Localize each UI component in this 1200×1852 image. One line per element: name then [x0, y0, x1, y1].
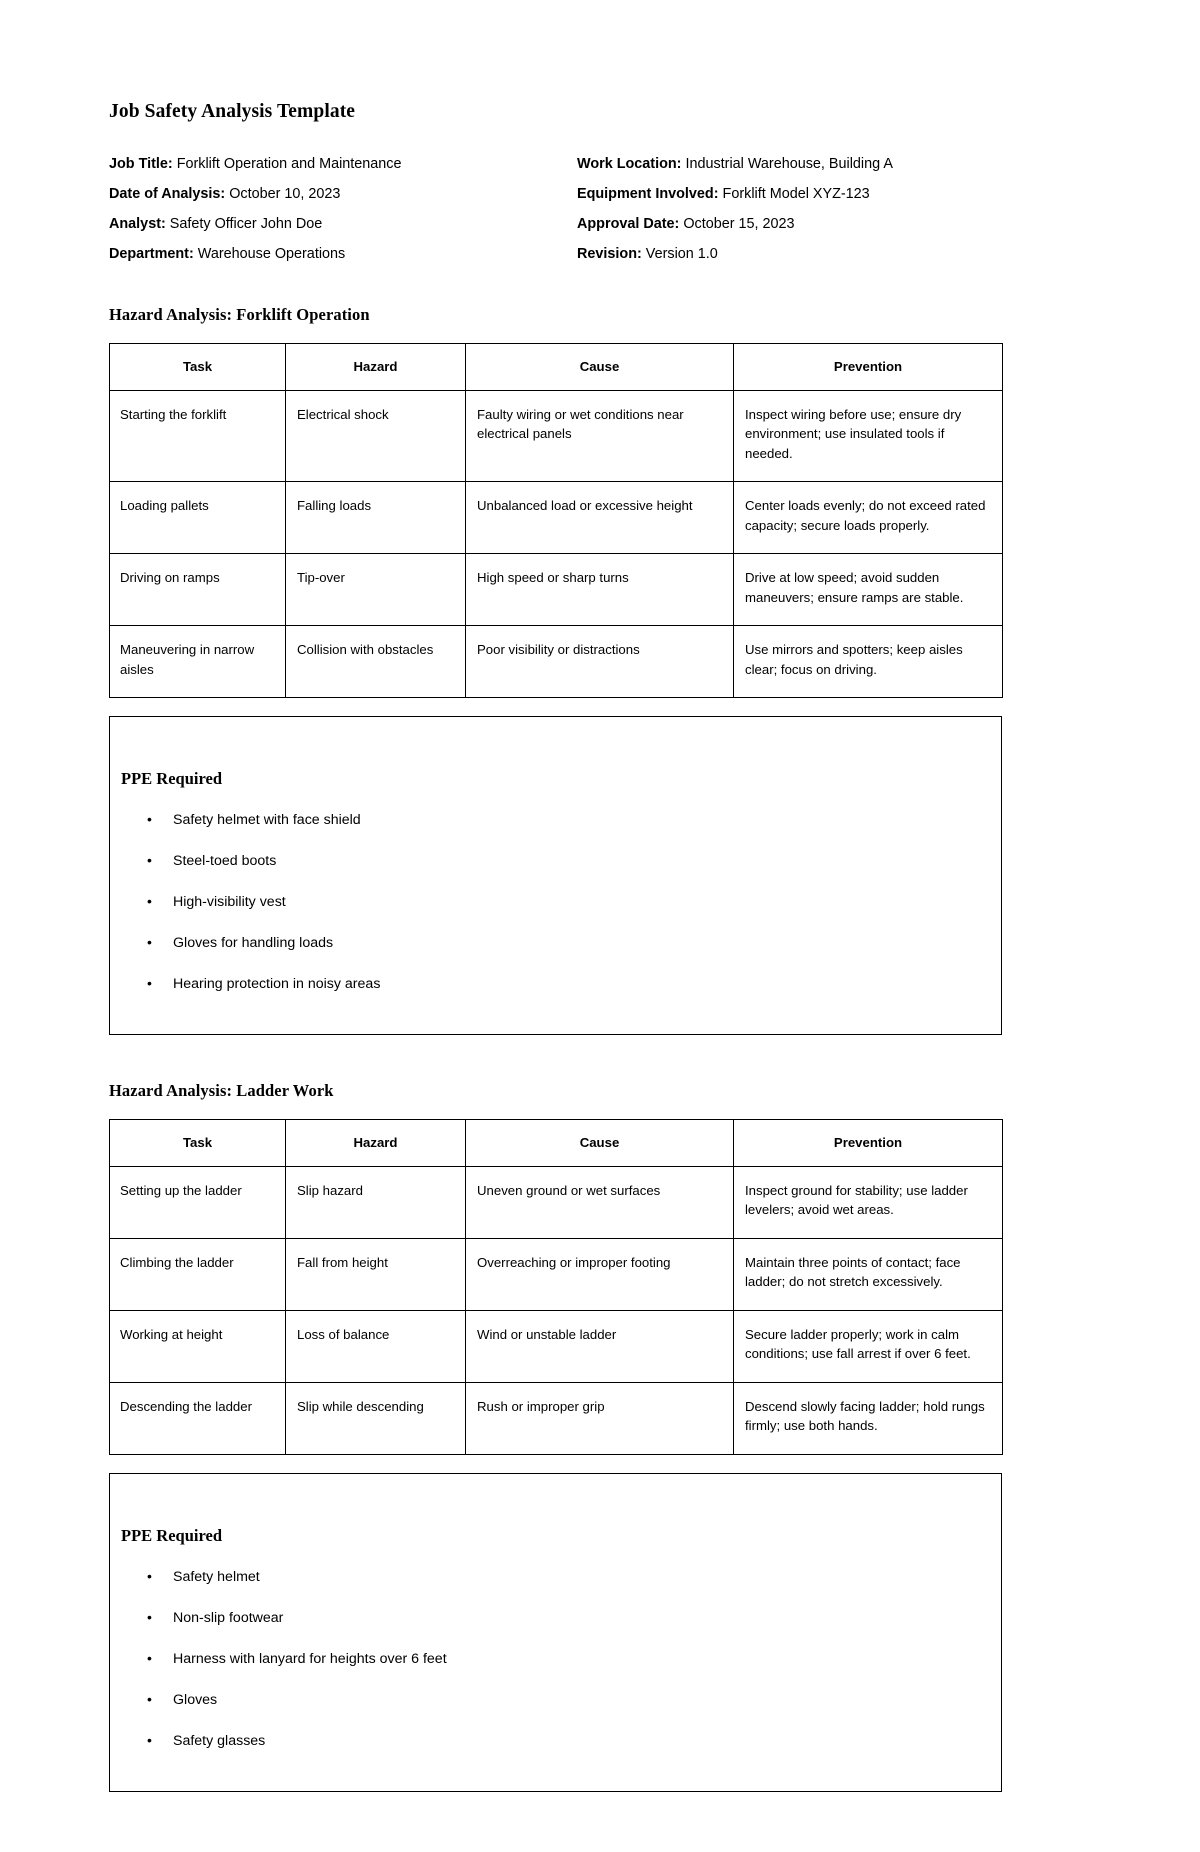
ppe-required-box-forklift [109, 716, 1002, 1035]
cell-prevention: Secure ladder properly; work in calm conditions; use fall arrest if over 6 feet. [734, 1310, 1003, 1382]
bullet-icon: • [147, 1567, 152, 1584]
table-row [110, 390, 1003, 482]
table-row [110, 1166, 1003, 1238]
ppe-required-list [121, 811, 977, 994]
list-item [147, 811, 977, 830]
bullet-icon: • [147, 1690, 152, 1707]
cell-task: Maneuvering in narrow aisles [110, 626, 286, 698]
cell-cause: Uneven ground or wet surfaces [466, 1166, 734, 1238]
cell-cause: Wind or unstable ladder [466, 1310, 734, 1382]
cell-cause: Poor visibility or distractions [466, 626, 734, 698]
column-header-prevention: Prevention [734, 1120, 1003, 1167]
column-header-cause: Cause [466, 1120, 734, 1167]
ppe-required-list [121, 1568, 977, 1751]
meta-label: Job Title: [109, 156, 173, 173]
cell-prevention: Inspect ground for stability; use ladder levelers; avoid wet areas. [734, 1166, 1003, 1238]
cell-prevention: Drive at low speed; avoid sudden maneuvers; ensure ramps are stable. [734, 554, 1003, 626]
meta-item-work-location [577, 149, 1092, 179]
hazard-analysis-table-forklift [109, 343, 1003, 698]
meta-item-approval-date [577, 209, 1092, 239]
column-header-prevention: Prevention [734, 344, 1003, 391]
list-item-label: Gloves [173, 1691, 218, 1708]
bullet-icon: • [147, 1608, 152, 1625]
bullet-icon: • [147, 893, 152, 910]
cell-prevention: Inspect wiring before use; ensure dry environment; use insulated tools if needed. [734, 390, 1003, 482]
list-item [147, 852, 977, 871]
ppe-required-title: PPE Required [121, 769, 222, 789]
meta-value: Industrial Warehouse, Building A [685, 156, 893, 173]
column-header-hazard: Hazard [286, 344, 466, 391]
cell-hazard: Slip while descending [286, 1382, 466, 1454]
bullet-icon: • [147, 934, 152, 951]
column-header-task: Task [110, 344, 286, 391]
cell-task: Working at height [110, 1310, 286, 1382]
table-header-row [110, 344, 1003, 391]
meta-item-revision [577, 239, 1092, 269]
meta-value: Forklift Model XYZ-123 [722, 186, 870, 203]
meta-value: October 10, 2023 [229, 186, 341, 203]
ppe-required-box-ladder [109, 1473, 1002, 1792]
meta-item-equipment-involved [577, 179, 1092, 209]
meta-item-department [109, 239, 577, 269]
cell-cause: Unbalanced load or excessive height [466, 482, 734, 554]
meta-label: Analyst: [109, 216, 166, 233]
page-title: Job Safety Analysis Template [109, 101, 356, 122]
table-row [110, 1382, 1003, 1454]
cell-task: Driving on ramps [110, 554, 286, 626]
list-item [147, 1609, 977, 1628]
cell-task: Climbing the ladder [110, 1238, 286, 1310]
table-row [110, 1310, 1003, 1382]
cell-task: Starting the forklift [110, 390, 286, 482]
cell-task: Setting up the ladder [110, 1166, 286, 1238]
meta-item-analyst [109, 209, 577, 239]
list-item-label: Hearing protection in noisy areas [173, 976, 381, 993]
section-heading-forklift-operation: Hazard Analysis: Forklift Operation [109, 305, 370, 325]
list-item [147, 1650, 977, 1669]
hazard-analysis-table-ladder [109, 1119, 1003, 1455]
bullet-icon: • [147, 975, 152, 992]
meta-label: Approval Date: [577, 216, 680, 233]
table-row [110, 554, 1003, 626]
meta-value: October 15, 2023 [683, 216, 795, 233]
cell-task: Descending the ladder [110, 1382, 286, 1454]
list-item [147, 1568, 977, 1587]
cell-cause: High speed or sharp turns [466, 554, 734, 626]
bullet-icon: • [147, 811, 152, 828]
meta-value: Warehouse Operations [197, 246, 346, 263]
list-item-label: Non-slip footwear [173, 1609, 284, 1626]
column-header-hazard: Hazard [286, 1120, 466, 1167]
cell-prevention: Descend slowly facing ladder; hold rungs firmly; use both hands. [734, 1382, 1003, 1454]
document-metadata [109, 149, 1092, 269]
meta-value: Forklift Operation and Maintenance [176, 156, 402, 173]
table-row [110, 626, 1003, 698]
meta-label: Revision: [577, 246, 642, 263]
cell-hazard: Collision with obstacles [286, 626, 466, 698]
meta-label: Work Location: [577, 156, 682, 173]
bullet-icon: • [147, 1649, 152, 1666]
meta-label: Equipment Involved: [577, 186, 719, 203]
cell-hazard: Fall from height [286, 1238, 466, 1310]
cell-cause: Faulty wiring or wet conditions near electrical panels [466, 390, 734, 482]
cell-hazard: Loss of balance [286, 1310, 466, 1382]
meta-label: Department: [109, 246, 194, 263]
cell-cause: Overreaching or improper footing [466, 1238, 734, 1310]
list-item-label: Steel-toed boots [173, 853, 277, 870]
table-row [110, 1238, 1003, 1310]
list-item-label: Safety glasses [173, 1732, 266, 1749]
cell-prevention: Maintain three points of contact; face ladder; do not stretch excessively. [734, 1238, 1003, 1310]
meta-label: Date of Analysis: [109, 186, 226, 203]
list-item [147, 975, 977, 994]
list-item [147, 893, 977, 912]
meta-item-job-title [109, 149, 577, 179]
cell-cause: Rush or improper grip [466, 1382, 734, 1454]
list-item-label: Gloves for handling loads [173, 935, 334, 952]
table-header-row [110, 1120, 1003, 1167]
cell-hazard: Falling loads [286, 482, 466, 554]
cell-task: Loading pallets [110, 482, 286, 554]
meta-value: Safety Officer John Doe [169, 216, 323, 233]
list-item [147, 934, 977, 953]
list-item-label: Harness with lanyard for heights over 6 feet [173, 1650, 447, 1667]
list-item-label: Safety helmet with face shield [173, 812, 361, 829]
cell-prevention: Center loads evenly; do not exceed rated capacity; secure loads properly. [734, 482, 1003, 554]
cell-hazard: Slip hazard [286, 1166, 466, 1238]
table-row [110, 482, 1003, 554]
section-spacer [109, 1035, 1092, 1081]
meta-item-date-of-analysis [109, 179, 577, 209]
section-heading-ladder-work: Hazard Analysis: Ladder Work [109, 1081, 334, 1101]
cell-hazard: Electrical shock [286, 390, 466, 482]
column-header-task: Task [110, 1120, 286, 1167]
list-item-label: Safety helmet [173, 1568, 260, 1585]
cell-prevention: Use mirrors and spotters; keep aisles clear; focus on driving. [734, 626, 1003, 698]
column-header-cause: Cause [466, 344, 734, 391]
bullet-icon: • [147, 1731, 152, 1748]
cell-hazard: Tip-over [286, 554, 466, 626]
list-item-label: High-visibility vest [173, 894, 286, 911]
meta-value: Version 1.0 [645, 246, 718, 263]
list-item [147, 1732, 977, 1751]
bullet-icon: • [147, 852, 152, 869]
list-item [147, 1691, 977, 1710]
ppe-required-title: PPE Required [121, 1525, 222, 1545]
